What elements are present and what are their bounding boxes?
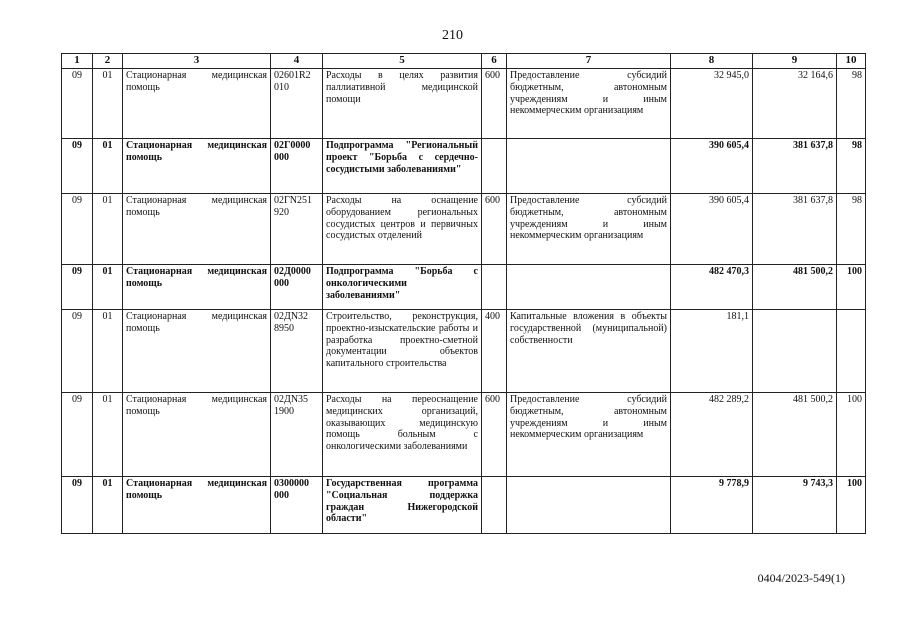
section-code: 09 xyxy=(62,69,93,139)
expense-type-name: Предоставление субсидий бюджетным, автономным учреждениям и иным некоммерческим организациям xyxy=(507,194,671,265)
header-col-8: 8 xyxy=(671,54,753,69)
planned-amount: 482 470,3 xyxy=(671,265,753,310)
planned-amount: 390 605,4 xyxy=(671,139,753,194)
planned-amount: 181,1 xyxy=(671,310,753,393)
expense-description: Строительство, реконструкция, проектно-изыскательские работы и разработка проектно-сметной документации объектов капитального строительства xyxy=(323,310,482,393)
planned-amount: 32 945,0 xyxy=(671,69,753,139)
executed-amount: 381 637,8 xyxy=(753,139,837,194)
table-row xyxy=(62,139,866,194)
header-col-6: 6 xyxy=(482,54,507,69)
expense-description: Подпрограмма "Борьба с онкологическими заболеваниями" xyxy=(323,265,482,310)
execution-percent: 98 xyxy=(837,194,866,265)
header-row xyxy=(62,54,866,69)
expense-type-code: 400 xyxy=(482,310,507,393)
expense-type-code xyxy=(482,477,507,534)
expense-type-name xyxy=(507,477,671,534)
subsection-name: Стационарная медицинская помощь xyxy=(123,477,271,534)
subsection-code: 01 xyxy=(93,477,123,534)
header-col-9: 9 xyxy=(753,54,837,69)
table-row xyxy=(62,265,866,310)
subsection-name: Стационарная медицинская помощь xyxy=(123,69,271,139)
subsection-name: Стационарная медицинская помощь xyxy=(123,139,271,194)
execution-percent: 98 xyxy=(837,69,866,139)
subsection-code: 01 xyxy=(93,139,123,194)
section-code: 09 xyxy=(62,393,93,477)
execution-percent: 100 xyxy=(837,477,866,534)
target-article-code: 02Г0000 000 xyxy=(271,139,323,194)
planned-amount: 9 778,9 xyxy=(671,477,753,534)
expense-description: Государственная программа "Социальная поддержка граждан Нижегородской области" xyxy=(323,477,482,534)
subsection-name: Стационарная медицинская помощь xyxy=(123,265,271,310)
expense-type-code: 600 xyxy=(482,194,507,265)
executed-amount: 481 500,2 xyxy=(753,393,837,477)
planned-amount: 482 289,2 xyxy=(671,393,753,477)
expense-description: Подпрограмма "Региональный проект "Борьба с сердечно-сосудистыми заболеваниями" xyxy=(323,139,482,194)
subsection-name: Стационарная медицинская помощь xyxy=(123,393,271,477)
section-code: 09 xyxy=(62,310,93,393)
expense-type-name xyxy=(507,139,671,194)
expense-description: Расходы в целях развития паллиативной медицинской помощи xyxy=(323,69,482,139)
executed-amount: 9 743,3 xyxy=(753,477,837,534)
target-article-code: 02ГN251 920 xyxy=(271,194,323,265)
expense-type-name: Предоставление субсидий бюджетным, автономным учреждениям и иным некоммерческим организациям xyxy=(507,69,671,139)
header-col-2: 2 xyxy=(93,54,123,69)
subsection-name: Стационарная медицинская помощь xyxy=(123,194,271,265)
section-code: 09 xyxy=(62,477,93,534)
execution-percent: 98 xyxy=(837,139,866,194)
subsection-name: Стационарная медицинская помощь xyxy=(123,310,271,393)
table-row xyxy=(62,310,866,393)
execution-percent: 100 xyxy=(837,393,866,477)
table-row xyxy=(62,477,866,534)
planned-amount: 390 605,4 xyxy=(671,194,753,265)
execution-percent xyxy=(837,310,866,393)
document-code: 0404/2023-549(1) xyxy=(757,571,845,585)
subsection-code: 01 xyxy=(93,265,123,310)
target-article-code: 02601R2 010 xyxy=(271,69,323,139)
expense-description: Расходы на переоснащение медицинских организаций, оказывающих медицинскую помощь больным с онкологическими заболеваниями xyxy=(323,393,482,477)
section-code: 09 xyxy=(62,139,93,194)
target-article-code: 02ДN35 1900 xyxy=(271,393,323,477)
executed-amount xyxy=(753,310,837,393)
table-row xyxy=(62,69,866,139)
expense-type-code xyxy=(482,139,507,194)
expense-description: Расходы на оснащение оборудованием региональных сосудистых центров и первичных сосудистых отделений xyxy=(323,194,482,265)
budget-table xyxy=(61,53,866,534)
subsection-code: 01 xyxy=(93,194,123,265)
table-row xyxy=(62,393,866,477)
expense-type-code: 600 xyxy=(482,393,507,477)
header-col-10: 10 xyxy=(837,54,866,69)
expense-type-name xyxy=(507,265,671,310)
target-article-code: 02ДN32 8950 xyxy=(271,310,323,393)
executed-amount: 32 164,6 xyxy=(753,69,837,139)
expense-type-code xyxy=(482,265,507,310)
header-col-5: 5 xyxy=(323,54,482,69)
section-code: 09 xyxy=(62,265,93,310)
page-number: 210 xyxy=(442,28,463,43)
section-code: 09 xyxy=(62,194,93,265)
expense-type-name: Капитальные вложения в объекты государственной (муниципальной) собственности xyxy=(507,310,671,393)
subsection-code: 01 xyxy=(93,69,123,139)
header-col-3: 3 xyxy=(123,54,271,69)
execution-percent: 100 xyxy=(837,265,866,310)
target-article-code: 02Д0000 000 xyxy=(271,265,323,310)
table-row xyxy=(62,194,866,265)
expense-type-name: Предоставление субсидий бюджетным, автономным учреждениям и иным некоммерческим организациям xyxy=(507,393,671,477)
executed-amount: 481 500,2 xyxy=(753,265,837,310)
expense-type-code: 600 xyxy=(482,69,507,139)
header-col-1: 1 xyxy=(62,54,93,69)
target-article-code: 0300000 000 xyxy=(271,477,323,534)
subsection-code: 01 xyxy=(93,310,123,393)
subsection-code: 01 xyxy=(93,393,123,477)
executed-amount: 381 637,8 xyxy=(753,194,837,265)
header-col-4: 4 xyxy=(271,54,323,69)
header-col-7: 7 xyxy=(507,54,671,69)
